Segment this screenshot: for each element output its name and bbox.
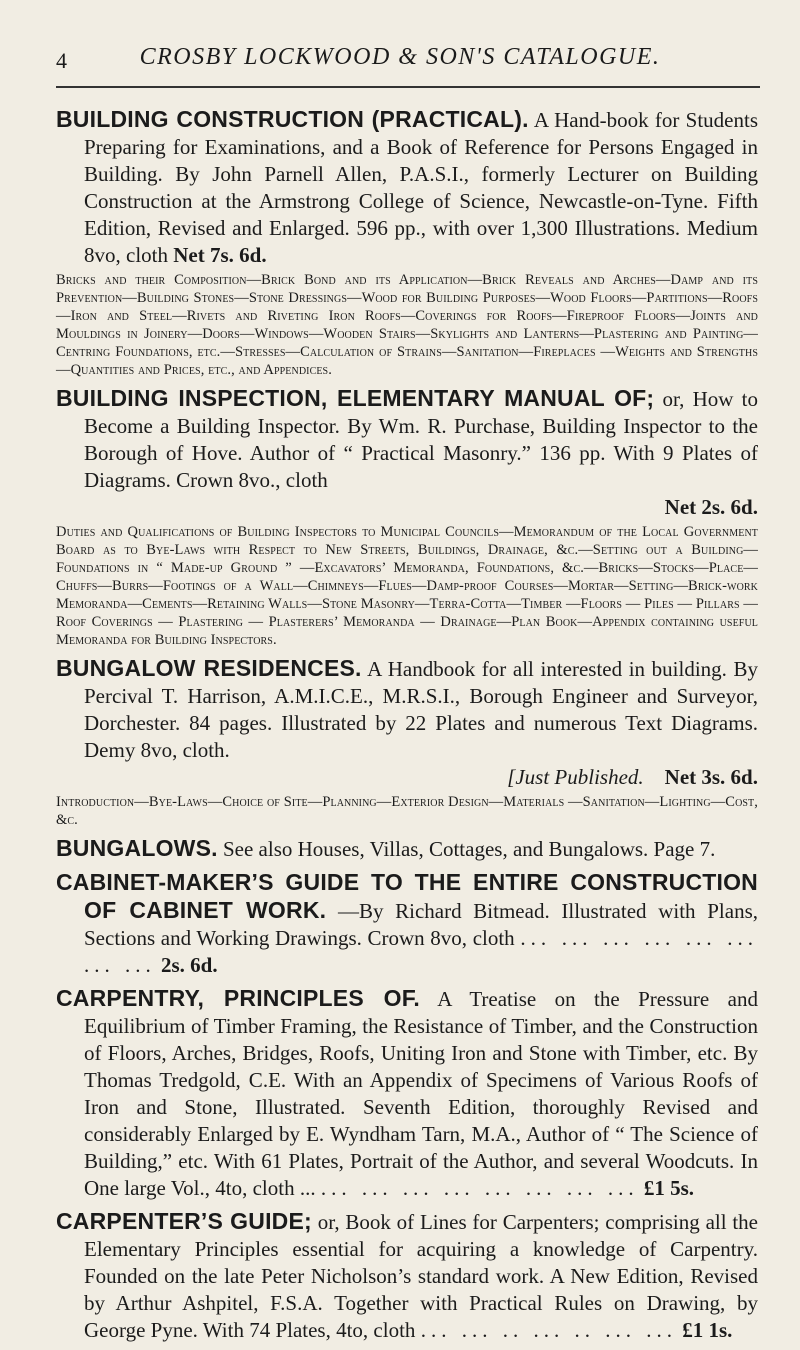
entry-contents: Duties and Qualifications of Building Inspectors to Municipal Councils—Memorandum of the Local Government Board as to Bye-Laws with Respect to New Streets, Buildings, Drainage, &c.—Setting out a Building—Foundations in “ Made-up Ground ” —Excavators’ Memoranda, Foundations, &c.—Bricks—Stocks—Place—Chuffs—Burrs—Footings of a Wall—Chimneys—Flues—Damp-proof Courses—Mortar—Setting—Brick-work Memoranda—Cements—Retaining Walls—Stone Masonry—Terra-Cotta—Timber —Floors — Piles — Pillars — Roof Coverings — Plastering — Plasterers’ Memoranda — Drainage—Plan Book—Appendix containing useful Memoranda for Building Inspectors. (56, 524, 758, 648)
entry-note: [Just Published. (507, 765, 644, 789)
entry-description: A Hand-book for Students Preparing for Examinations, and a Book of Reference for Persons Engaged in Building. By John Parnell Allen, P.A.S.I., formerly Lecturer on Building Construction at the Armstrong College of Science, Newcastle-on-Tyne. Fifth Edition, Revised and Enlarged. 596 pp., with over 1,300 Illustrations. Medium 8vo, cloth (84, 108, 758, 267)
entry-title: BUNGALOWS. (56, 835, 218, 861)
entry-description: A Treatise on the Pressure and Equilibrium of Timber Framing, the Resistance of Timber, and the Construction of Floors, Arches, Bridges, Roofs, Uniting Iron and Stone with Timber, etc. By Thomas Tredgold, C.E. With an Appendix of Specimens of Various Roofs of Iron and Stone, Illustrated. Seventh Edition, thoroughly Revised and considerably Enlarged by E. Wyndham Tarn, M.A., Author of “ The Science of Building,” etc. With 61 Plates, Portrait of the Author, and several Woodcuts. In One large Vol., 4to, cloth ... (84, 987, 758, 1200)
entry-title: BUILDING CONSTRUCTION (PRACTICAL). (56, 106, 529, 132)
entry-text (56, 869, 758, 979)
entry-cabinet-makers-guide (56, 869, 758, 979)
entry-price: 2s. 6d. (161, 953, 218, 977)
entry-building-construction (56, 106, 758, 379)
entry-leader: ... ... ... ... ... ... ... ... (84, 926, 758, 977)
header-rule (56, 86, 760, 88)
entry-leader: ... ... ... ... ... ... ... ... (320, 1176, 639, 1200)
entry-title: CABINET-MAKER’S GUIDE TO THE ENTIRE CONSTRUCTION OF CABINET WORK. (56, 869, 758, 923)
entry-carpentry-principles (56, 985, 758, 1202)
entry-contents: Bricks and their Composition—Brick Bond and its Application—Brick Reveals and Arches—Damp and its Prevention—Building Stones—Stone Dressings—Wood for Building Purposes—Wood Floors—Partitions—Roofs—Iron and Steel—Rivets and Riveting Iron Roofs—Coverings for Roofs—Fireproof Floors—Joints and Mouldings in Joinery—Doors—Windows—Wooden Stairs—Skylights and Lanterns—Plastering and Painting—Centring Foundations, etc.—Stresses—Calculation of Strains—Sanitation—Fireplaces —Weights and Strengths—Quantities and Prices, etc., and Appendices. (56, 272, 758, 378)
entry-building-inspection (56, 385, 758, 649)
entry-description: A Handbook for all interested in building. By Percival T. Harrison, A.M.I.C.E., M.R.S.I., Borough Engineer and Surveyor, Dorchester. 84 pages. Illustrated by 22 Plates and numerous Text Diagrams. Demy 8vo, cloth. (84, 657, 759, 762)
entry-price: Net 3s. 6d. (664, 765, 758, 789)
entry-carpenters-guide (56, 1208, 758, 1344)
entry-description: —By Richard Bitmead. Illustrated with Plans, Sections and Working Drawings. Crown 8vo, cloth (84, 899, 758, 950)
entry-list (56, 106, 758, 1350)
entry-description: or, How to Become a Building Inspector. By Wm. R. Purchase, Building Inspector to the Borough of Hove. Author of “ Practical Masonry.” 136 pp. With 9 Plates of Diagrams. Crown 8vo., cloth (84, 387, 758, 492)
entry-price: Net 7s. 6d. (173, 243, 267, 267)
entry-title: BUILDING INSPECTION, ELEMENTARY MANUAL OF; (56, 385, 655, 411)
entry-text (56, 835, 758, 863)
running-head: CROSBY LOCKWOOD & SON'S CATALOGUE. (139, 44, 661, 70)
entry-title: CARPENTER’S GUIDE; (56, 1208, 312, 1234)
entry-title: CARPENTRY, PRINCIPLES OF. (56, 985, 421, 1011)
entry-price-line (56, 494, 758, 521)
entry-title: BUNGALOW RESIDENCES. (56, 655, 362, 681)
entry-text (56, 1208, 758, 1344)
page-number: 4 (56, 48, 67, 73)
entry-price-line (56, 764, 758, 791)
entry-leader: ... ... .. ... .. ... ... (420, 1318, 677, 1342)
entry-description: or, Book of Lines for Carpenters; comprising all the Elementary Principles essential for acquiring a knowledge of Carpentry. Founded on the late Peter Nicholson’s standard work. A New Edition, Revised by Arthur Ashpitel, F.S.A. Together with Practical Rules on Drawing, by George Pyne. With 74 Plates, 4to, cloth (84, 1210, 759, 1342)
entry-text (56, 385, 758, 494)
entry-bungalows (56, 835, 758, 863)
entry-price: Net 2s. 6d. (664, 495, 758, 519)
entry-text (56, 106, 758, 269)
entry-contents: Introduction—Bye-Laws—Choice of Site—Planning—Exterior Design—Materials —Sanitation—Lighting—Cost, &c. (56, 794, 758, 828)
entry-price: £1 5s. (643, 1176, 695, 1200)
entry-text (56, 985, 758, 1202)
entry-bungalow-residences (56, 655, 758, 829)
entry-text (56, 655, 758, 764)
entry-price: £1 1s. (682, 1318, 733, 1342)
entry-description: See also Houses, Villas, Cottages, and Bungalows. Page 7. (222, 837, 716, 861)
